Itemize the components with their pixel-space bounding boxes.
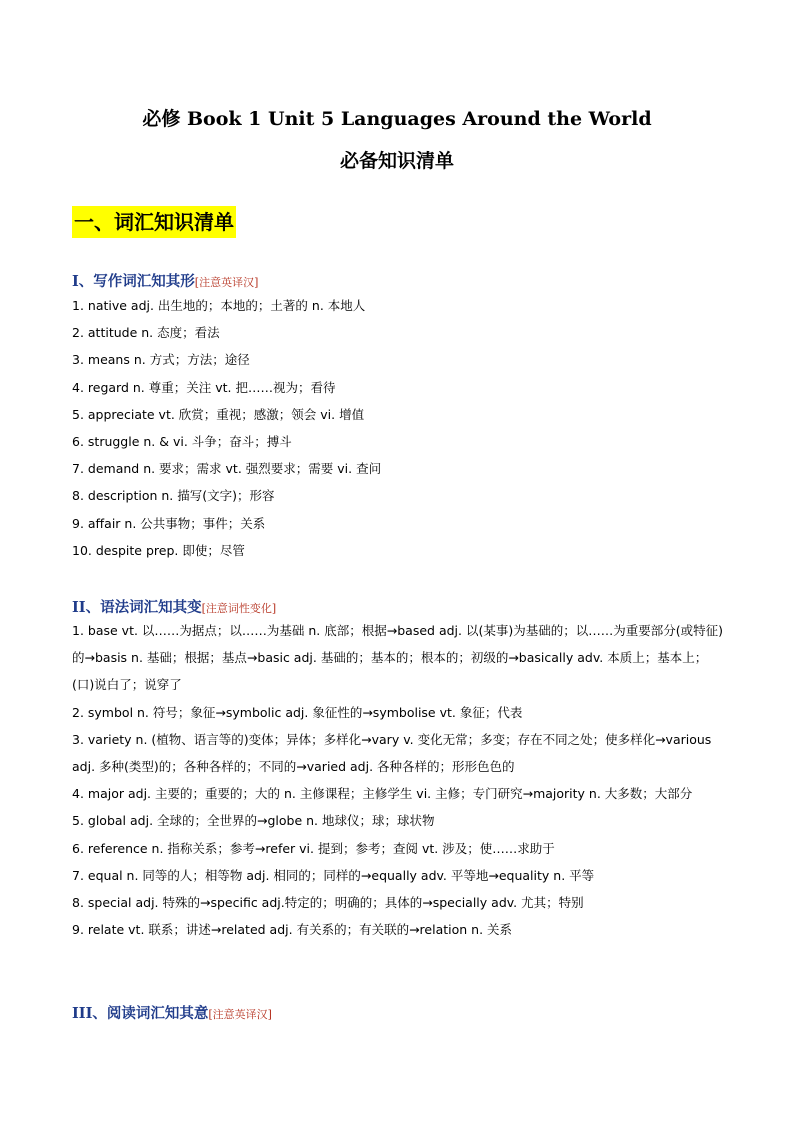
part3-note: [注意英译汉] (208, 1008, 272, 1021)
list-item: 8. description n. 描写(文字)；形容 (72, 488, 275, 504)
part3-heading (72, 1002, 272, 1023)
list-item: 6. struggle n. & vi. 斗争；奋斗；搏斗 (72, 433, 292, 449)
part2-title: II、语法词汇知其变 (72, 599, 202, 616)
list-item: 4. regard n. 尊重；关注 vt. 把……视为；看待 (72, 379, 336, 395)
list-item: 4. major adj. 主要的；重要的；大的 n. 主修课程；主修学生 vi. 主修；专门研究→majority n. 大多数；大部分 (72, 786, 693, 802)
part1-note: [注意英译汉] (194, 276, 259, 289)
list-item: 3. means n. 方式；方法；途径 (72, 352, 250, 368)
part1-heading (72, 270, 258, 291)
list-item: 7. demand n. 要求；需求 vt. 强烈要求；需要 vi. 查问 (72, 461, 382, 477)
list-item: 9. affair n. 公共事物；事件；关系 (72, 515, 266, 531)
part2-heading (72, 596, 276, 617)
list-item: 7. equal n. 同等的人；相等物 adj. 相同的；同样的→equally adv. 平等地→equality n. 平等 (72, 867, 595, 883)
part3-title: III、阅读词汇知其意 (72, 1005, 209, 1022)
part1-title: I、写作词汇知其形 (72, 273, 195, 290)
list-item: 6. reference n. 指称关系；参考→refer vi. 提到；参考；查阅 vt. 涉及；使……求助于 (72, 840, 555, 856)
list-item: 5. appreciate vt. 欣赏；重视；感激；领会 vi. 增值 (72, 406, 365, 422)
part1-list (72, 292, 724, 564)
list-item: 1. native adj. 出生地的；本地的；土著的 n. 本地人 (72, 298, 366, 313)
list-item: 9. relate vt. 联系；讲述→related adj. 有关系的；有关联的→relation n. 关系 (72, 922, 513, 938)
list-item: 3. variety n. (植物、语言等的)变体；异体；多样化→vary v. 变化无常；多变；存在不同之处；使多样化→various adj. 多种(类型)的；各种各样的；不同的→varied adj. 各种各样的；形形色色的 (72, 731, 712, 774)
part2-list (72, 617, 724, 943)
section-heading-vocabulary: 一、词汇知识清单 (72, 206, 236, 238)
list-item: 10. despite prep. 即使；尽管 (72, 542, 245, 558)
part2-note: [注意词性变化] (201, 602, 277, 615)
document-subtitle: 必备知识清单 (339, 150, 454, 172)
list-item: 2. attitude n. 态度；看法 (72, 325, 220, 341)
list-item: 1. base vt. 以……为据点；以……为基础 n. 底部；根据→based adj. 以(某事)为基础的；以……为重要部分(或特征)的→basis n. 基础；根据；基点→basic adj. 基础的；基本的；根本的；初级的→basically adv. 本质上；基本上；(口)说白了；说穿了 (72, 623, 723, 693)
list-item: 8. special adj. 特殊的→specific adj.特定的；明确的；具体的→specially adv. 尤其；特别 (72, 894, 584, 910)
list-item: 5. global adj. 全球的；全世界的→globe n. 地球仪；球；球状物 (72, 813, 435, 829)
document-title: 必修 Book 1 Unit 5 Languages Around the World (142, 108, 652, 130)
list-item: 2. symbol n. 符号；象征→symbolic adj. 象征性的→symbolise vt. 象征；代表 (72, 704, 523, 720)
